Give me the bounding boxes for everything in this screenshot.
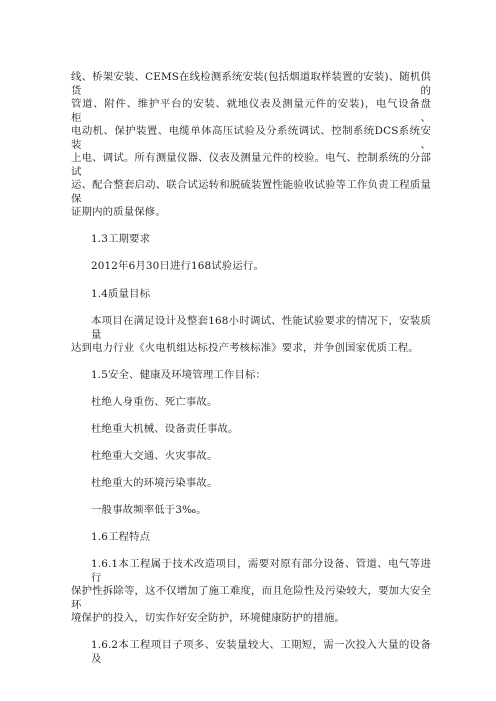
paragraph-line: 本项目在满足设计及整套168小时调试、性能试验要求的情况下，安装质量 <box>91 315 431 341</box>
paragraph-line: 1.6.2本工程项目子项多、安装量较大、工期短，需一次投入大量的设备及 <box>91 639 431 665</box>
paragraph-line: 管道、附件、维护平台的安装、就地仪表及测量元件的安装)，电气设备盘柜、 <box>71 98 431 124</box>
goal-item: 一般事故频率低于3‰。 <box>91 504 207 516</box>
paragraph-line: 1.6.1本工程属于技术改造项目，需要对原有部分设备、管道、电气等进行 <box>91 558 431 584</box>
paragraph-line: 境保护的投入，切实作好安全防护，环境健康防护的措施。 <box>71 612 346 624</box>
section-heading-1-5: 1.5安全、健康及环境管理工作目标： <box>91 369 267 381</box>
paragraph-line: 保护性拆除等，这不仅增加了施工难度，而且危险性及污染较大，要加大安全环 <box>71 585 431 611</box>
section-heading-1-6: 1.6工程特点 <box>91 531 151 543</box>
goal-item: 杜绝重大的环境污染事故。 <box>91 477 218 489</box>
paragraph-line: 2012年6月30日进行168试验运行。 <box>91 260 265 272</box>
paragraph-line: 运、配合整套启动、联合试运转和脱硫装置性能验收试验等工作负责工程质量保 <box>71 179 431 205</box>
paragraph-line: 达到电力行业《火电机组达标投产考核标准》要求，并争创国家优质工程。 <box>71 342 419 354</box>
paragraph-line: 上电、调试。所有测量仪器、仪表及测量元件的校验。电气、控制系统的分部试 <box>71 152 431 178</box>
paragraph-line: 证期内的质量保修。 <box>71 206 166 218</box>
goal-item: 杜绝重大机械、设备责任事故。 <box>91 423 239 435</box>
goal-item: 杜绝人身重伤、死亡事故。 <box>91 396 218 408</box>
section-heading-1-4: 1.4质量目标 <box>91 288 151 300</box>
paragraph-line: 电动机、保护装置、电缆单体高压试验及分系统调试、控制系统DCS系统安装、 <box>71 125 431 151</box>
goal-item: 杜绝重大交通、火灾事故。 <box>91 450 218 462</box>
section-heading-1-3: 1.3工期要求 <box>91 233 151 245</box>
paragraph-line: 线、桥架安装、CEMS在线检测系统安装(包括烟道取样装置的安装)、随机供货的 <box>71 71 431 97</box>
